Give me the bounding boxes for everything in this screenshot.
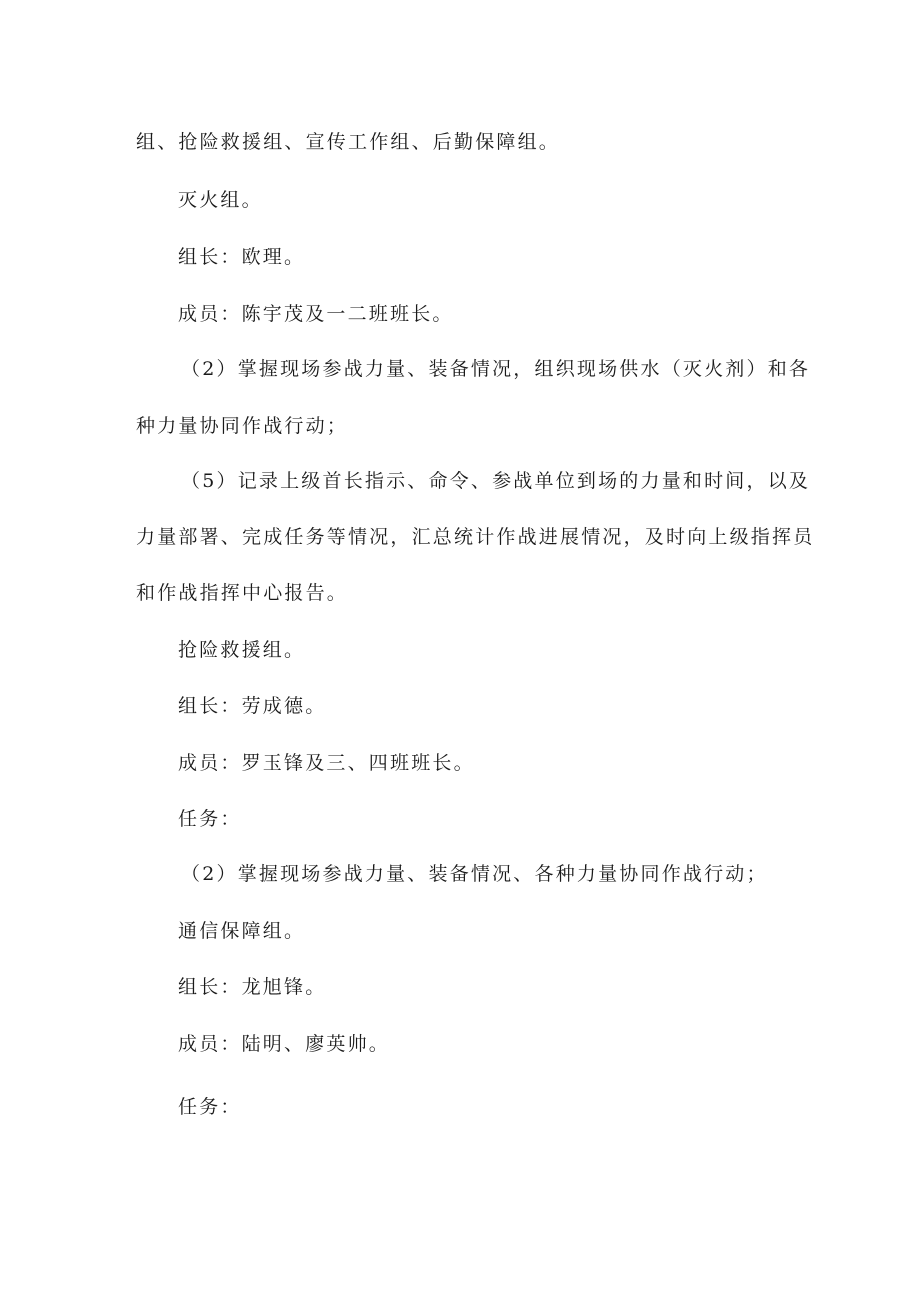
text-line: 成员：陆明、廖英帅。 [178,1033,391,1055]
section-heading-rescue-group: 抢险救援组。 [178,639,306,661]
text-line: （2）掌握现场参战力量、装备情况、各种力量协同作战行动； [181,863,768,885]
text-line: 组长：龙旭锋。 [178,976,327,998]
section-heading-fire-group: 灭火组。 [178,189,263,211]
text-line: 成员：罗玉锋及三、四班班长。 [178,752,475,774]
text-line: 组、抢险救援组、宣传工作组、后勤保障组。 [136,131,561,153]
text-line: 任务： [178,1096,242,1118]
text-line: 组长：劳成德。 [178,695,327,717]
text-line: 任务： [178,808,242,830]
section-heading-comms-group: 通信保障组。 [178,920,306,942]
text-line: 组长：欧理。 [178,246,306,268]
text-line: 种力量协同作战行动； [136,415,349,437]
text-line: 和作战指挥中心报告。 [136,582,349,604]
text-line: 力量部署、完成任务等情况，汇总统计作战进展情况，及时向上级指挥员 [136,526,815,548]
text-line: （5）记录上级首长指示、命令、参战单位到场的力量和时间，以及 [181,470,811,492]
text-line: 成员：陈宇茂及一二班班长。 [178,303,454,325]
text-line: （2）掌握现场参战力量、装备情况，组织现场供水（灭火剂）和各 [181,358,811,380]
